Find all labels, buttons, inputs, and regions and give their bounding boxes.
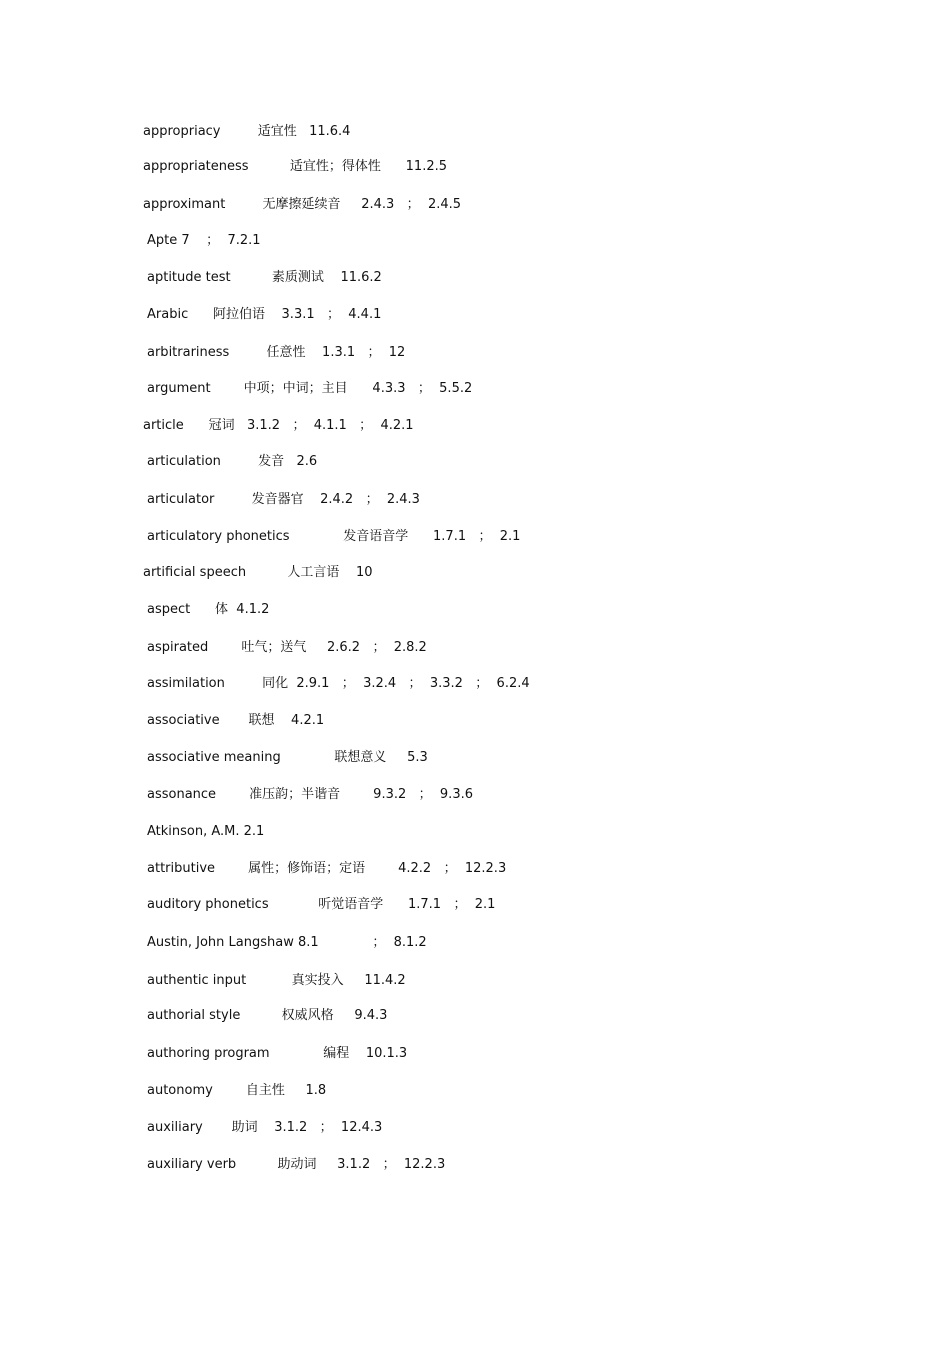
glossary-entry-articulation: articulation 发音 2.6	[147, 454, 318, 469]
glossary-entry-assonance: assonance 准压韵；半谐音 9.3.2 ； 9.3.6	[147, 787, 473, 802]
glossary-entry-authoring-program: authoring program 编程 10.1.3	[147, 1046, 408, 1061]
glossary-entry-arbitrariness: arbitrariness 任意性 1.3.1 ； 12	[147, 345, 406, 360]
glossary-entry-article: article 冠词 3.1.2 ； 4.1.1 ； 4.2.1	[143, 418, 414, 433]
glossary-entry-approximant: approximant 无摩擦延续音 2.4.3 ； 2.4.5	[143, 197, 462, 212]
glossary-entry-atkinson: Atkinson, A.M. 2.1	[147, 824, 265, 839]
glossary-entry-attributive: attributive 属性；修饰语；定语 4.2.2 ； 12.2.3	[147, 861, 507, 876]
glossary-entry-assimilation: assimilation 同化 2.9.1 ； 3.2.4 ； 3.3.2 ； 6.2.4	[147, 676, 530, 691]
glossary-entry-associative-meaning: associative meaning 联想意义 5.3	[147, 750, 428, 765]
glossary-entry-appropriateness: appropriateness 适宜性；得体性 11.2.5	[143, 159, 448, 174]
glossary-entry-articulator: articulator 发音器官 2.4.2 ； 2.4.3	[147, 492, 420, 507]
glossary-entry-auxiliary-verb: auxiliary verb 助动词 3.1.2 ； 12.2.3	[147, 1157, 446, 1172]
glossary-entry-artificial-speech: artificial speech 人工言语 10	[143, 565, 373, 580]
glossary-entry-argument: argument 中项；中词；主目 4.3.3 ； 5.5.2	[147, 381, 473, 396]
glossary-entry-appropriacy: appropriacy 适宜性 11.6.4	[143, 124, 351, 139]
glossary-entry-articulatory-phonetics: articulatory phonetics 发音语音学 1.7.1 ； 2.1	[147, 529, 521, 544]
glossary-entry-associative: associative 联想 4.2.1	[147, 713, 325, 728]
glossary-entry-apte: Apte 7 ； 7.2.1	[147, 233, 261, 248]
glossary-entry-aspect: aspect 体 4.1.2	[147, 602, 270, 617]
glossary-entry-auditory-phonetics: auditory phonetics 听觉语音学 1.7.1 ； 2.1	[147, 897, 496, 912]
glossary-entry-aspirated: aspirated 吐气；送气 2.6.2 ； 2.8.2	[147, 640, 427, 655]
glossary-entry-autonomy: autonomy 自主性 1.8	[147, 1083, 327, 1098]
glossary-entry-arabic: Arabic 阿拉伯语 3.3.1 ； 4.4.1	[147, 307, 382, 322]
glossary-entry-austin: Austin, John Langshaw 8.1 ； 8.1.2	[147, 935, 427, 950]
glossary-entry-aptitude-test: aptitude test 素质测试 11.6.2	[147, 270, 382, 285]
glossary-entry-authentic-input: authentic input 真实投入 11.4.2	[147, 973, 406, 988]
glossary-entry-authorial-style: authorial style 权威风格 9.4.3	[147, 1008, 388, 1023]
glossary-entry-auxiliary: auxiliary 助词 3.1.2 ； 12.4.3	[147, 1120, 383, 1135]
